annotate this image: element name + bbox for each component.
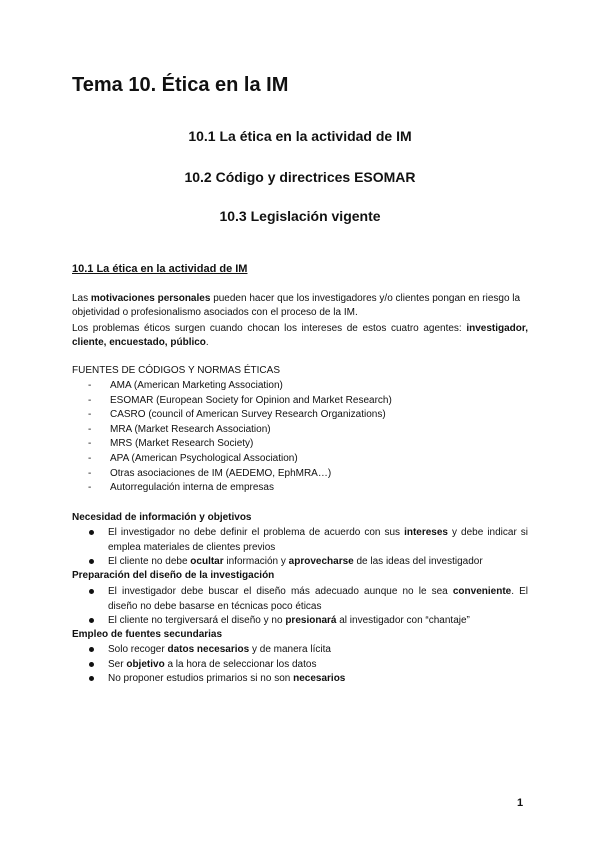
bullet-icon	[89, 618, 94, 623]
toc-item-3: 10.3 Legislación vigente	[219, 208, 381, 224]
need-list	[86, 526, 528, 570]
secondary-list	[86, 643, 528, 687]
list-item: El investigador debe buscar el diseño más adecuado aunque no le sea conveniente. El diseño no debe basarse en técnicas poco éticas	[86, 585, 528, 614]
bullet-icon	[89, 647, 94, 652]
secondary-heading: Empleo de fuentes secundarias	[72, 629, 223, 640]
list-item: No proponer estudios primarios si no son necesarios	[86, 672, 528, 687]
page-title: Tema 10. Ética en la IM	[72, 74, 289, 96]
need-heading: Necesidad de información y objetivos	[72, 512, 252, 523]
design-heading: Preparación del diseño de la investigación	[72, 570, 275, 581]
sources-heading: FUENTES DE CÓDIGOS Y NORMAS ÉTICAS	[72, 365, 280, 376]
bullet-icon	[89, 589, 94, 594]
toc-item-1: 10.1 La ética en la actividad de IM	[188, 128, 412, 144]
intro-paragraph-2: Los problemas éticos surgen cuando chocan los intereses de estos cuatro agentes: investigador, cliente, encuestado, público.	[72, 323, 529, 348]
bullet-icon	[89, 530, 94, 535]
list-item: - APA (American Psychological Association)	[88, 452, 298, 464]
list-item: - CASRO (council of American Survey Research Organizations)	[88, 409, 386, 421]
page-number: 1	[517, 797, 524, 809]
design-list	[86, 585, 528, 629]
list-item: - MRA (Market Research Association)	[88, 423, 271, 435]
bullet-icon	[89, 662, 94, 667]
list-item: El cliente no tergiversará el diseño y no presionará al investigador con “chantaje”	[86, 614, 528, 629]
list-item: Solo recoger datos necesarios y de manera lícita	[86, 643, 528, 658]
list-item: El cliente no debe ocultar información y aprovecharse de las ideas del investigador	[86, 555, 528, 570]
list-item: El investigador no debe definir el problema de acuerdo con sus intereses y debe indicar si emplea materiales de clientes previos	[86, 526, 528, 555]
section-heading: 10.1 La ética en la actividad de IM	[72, 263, 248, 275]
list-item: Ser objetivo a la hora de seleccionar los datos	[86, 658, 528, 673]
list-item: - MRS (Market Research Society)	[88, 438, 254, 450]
toc-item-2: 10.2 Código y directrices ESOMAR	[184, 169, 416, 185]
bullet-icon	[89, 559, 94, 564]
list-item: - Autorregulación interna de empresas	[88, 482, 274, 494]
list-item: - Otras asociaciones de IM (AEDEMO, EphMRA…)	[88, 467, 332, 479]
sources-list	[88, 379, 392, 496]
intro-paragraph-1: Las motivaciones personales pueden hacer que los investigadores y/o clientes pongan en riesgo la objetividad o profesionalismo asociados con el proceso de la IM.	[72, 293, 521, 318]
bullet-icon	[89, 676, 94, 681]
list-item: - AMA (American Marketing Association)	[88, 380, 283, 391]
list-item: - ESOMAR (European Society for Opinion and Market Research)	[88, 394, 392, 406]
